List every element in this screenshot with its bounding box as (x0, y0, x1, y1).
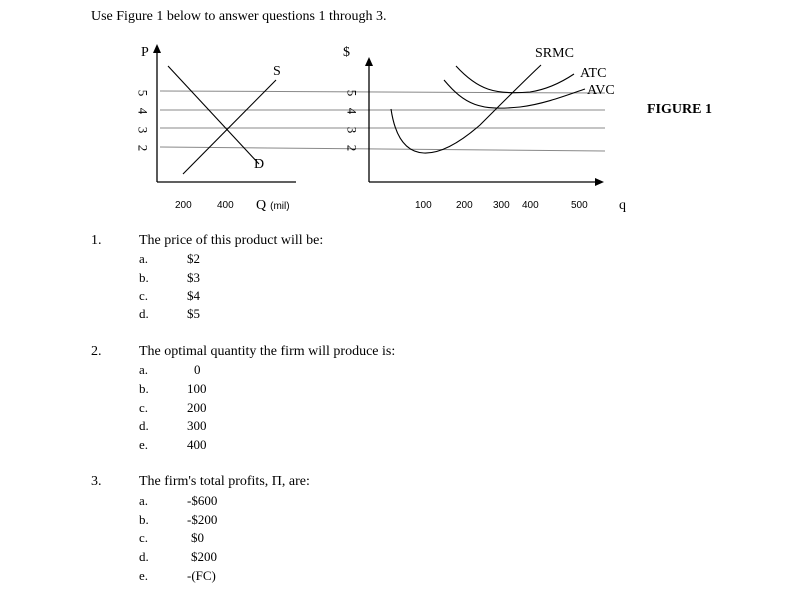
left-x-axis-label: Q (mil) (256, 198, 290, 213)
option-letter: c. (139, 530, 149, 545)
option-text: $4 (187, 288, 200, 303)
left-x-tick-400: 400 (217, 200, 234, 211)
left-y-tick-5: 5 (135, 89, 151, 97)
option-text: $200 (191, 549, 217, 564)
right-x-tick-400: 400 (522, 200, 539, 211)
option-letter: e. (139, 437, 149, 452)
demand-label: D (254, 157, 265, 172)
right-y-tick-4: 4 (344, 107, 360, 115)
instructions-text: Use Figure 1 below to answer questions 1 through 3. (91, 9, 387, 24)
price-guide-lines (160, 91, 605, 151)
option-text: 0 (194, 362, 201, 377)
option-letter: d. (139, 306, 149, 321)
srmc-label: SRMC (535, 46, 574, 61)
right-x-axis-arrow (595, 178, 604, 186)
right-y-tick-2: 2 (344, 144, 360, 152)
right-x-tick-300: 300 (493, 200, 510, 211)
question-2-number: 2. (91, 344, 102, 359)
demand-curve (168, 66, 259, 164)
option-text: $5 (187, 306, 200, 321)
atc-curve (456, 66, 574, 93)
option-text: 200 (187, 400, 207, 415)
right-y-tick-5: 5 (344, 89, 360, 97)
option-letter: a. (139, 362, 149, 377)
left-y-tick-3: 3 (135, 126, 151, 134)
right-y-axis-label: $ (343, 45, 350, 60)
question-3-prompt: The firm's total profits, Π, are: (139, 474, 310, 489)
option-letter: b. (139, 270, 149, 285)
option-text: -(FC) (187, 568, 216, 583)
option-text: $3 (187, 270, 200, 285)
option-letter: d. (139, 549, 149, 564)
right-y-tick-3: 3 (344, 126, 360, 134)
supply-label: S (273, 64, 281, 79)
option-letter: b. (139, 381, 149, 396)
question-3-number: 3. (91, 474, 102, 489)
left-y-tick-2: 2 (135, 144, 151, 152)
right-x-tick-100: 100 (415, 200, 432, 211)
option-letter: b. (139, 512, 149, 527)
figure-label: FIGURE 1 (647, 102, 712, 117)
left-y-axis-label: P (141, 45, 149, 60)
option-letter: a. (139, 493, 149, 508)
left-y-tick-4: 4 (135, 107, 151, 115)
avc-label: AVC (587, 83, 615, 98)
question-1-number: 1. (91, 233, 102, 248)
avc-curve (444, 80, 585, 108)
option-text: $2 (187, 251, 200, 266)
atc-label: ATC (580, 66, 607, 81)
option-text: -$600 (187, 493, 218, 508)
option-text: 400 (187, 437, 207, 452)
option-text: 300 (187, 418, 207, 433)
option-text: $0 (191, 530, 204, 545)
option-letter: a. (139, 251, 149, 266)
price-line-5 (160, 91, 605, 93)
option-letter: c. (139, 288, 149, 303)
left-x-tick-200: 200 (175, 200, 192, 211)
option-text: 100 (187, 381, 207, 396)
right-y-axis-arrow (365, 57, 373, 66)
option-text: -$200 (187, 512, 218, 527)
option-letter: e. (139, 568, 149, 583)
option-letter: d. (139, 418, 149, 433)
left-x-axis-unit: (mil) (270, 201, 290, 212)
right-x-tick-200: 200 (456, 200, 473, 211)
option-letter: c. (139, 400, 149, 415)
right-x-tick-500: 500 (571, 200, 588, 211)
right-x-axis-label: q (619, 198, 626, 213)
question-2-prompt: The optimal quantity the firm will produce is: (139, 344, 396, 359)
left-y-axis-arrow (153, 44, 161, 53)
question-1-prompt: The price of this product will be: (139, 233, 324, 248)
srmc-curve (391, 65, 541, 153)
price-line-2 (160, 147, 605, 151)
